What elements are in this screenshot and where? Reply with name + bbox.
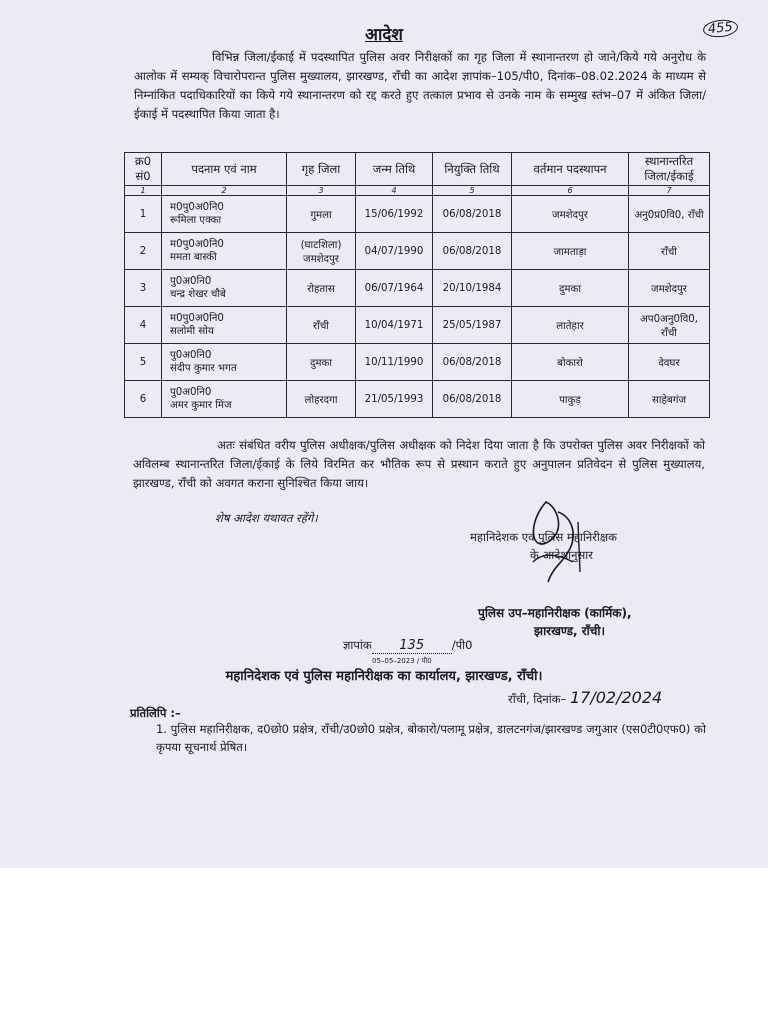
cell-appointment-date: 06/08/2018 bbox=[433, 233, 512, 270]
header-transferred-to: स्थानान्तरित जिला/ईकाई bbox=[629, 153, 710, 186]
officer-rank: म0पु0अ0नि0 bbox=[170, 313, 224, 324]
handwritten-reference-number: 455 bbox=[702, 18, 738, 39]
officer-name: चन्द्र शेखर चौबे bbox=[170, 289, 226, 300]
memo-number-line bbox=[343, 638, 472, 654]
cell-dob: 21/05/1993 bbox=[356, 381, 433, 418]
memo-label: ज्ञापांक bbox=[343, 638, 372, 652]
column-number: 1 bbox=[125, 186, 162, 196]
copy-to-label: प्रतिलिपि :– bbox=[130, 706, 181, 720]
cell-serial: 6 bbox=[125, 381, 162, 418]
table-header-row bbox=[125, 153, 710, 186]
cell-transferred-to: जमशेदपुर bbox=[629, 270, 710, 307]
column-number: 2 bbox=[162, 186, 287, 196]
cell-transferred-to: देवघर bbox=[629, 344, 710, 381]
cell-current-posting: जमशेदपुर bbox=[512, 196, 629, 233]
signature-designation: महानिदेशक एवं पुलिस महानिरीक्षक bbox=[470, 530, 617, 544]
officer-rank: म0पु0अ0नि0 bbox=[170, 239, 224, 250]
signature-authority: के आदेशानुसार bbox=[530, 548, 593, 562]
header-dob: जन्म तिथि bbox=[356, 153, 433, 186]
column-number: 6 bbox=[512, 186, 629, 196]
cell-rank-name bbox=[162, 381, 287, 418]
memo-suffix: /पी0 bbox=[451, 638, 473, 652]
office-heading: महानिदेशक एवं पुलिस महानिरीक्षक का कार्यालय, झारखण्ड, राँची। bbox=[225, 669, 543, 684]
cell-rank-name bbox=[162, 270, 287, 307]
header-current-posting: वर्तमान पदस्थापन bbox=[512, 153, 629, 186]
column-number: 5 bbox=[433, 186, 512, 196]
cell-serial: 2 bbox=[125, 233, 162, 270]
cell-serial: 3 bbox=[125, 270, 162, 307]
table-row bbox=[125, 233, 710, 270]
memo-stamp: 05–05–2023 / पी0 bbox=[372, 657, 432, 665]
cell-appointment-date: 25/05/1987 bbox=[433, 307, 512, 344]
cell-current-posting: लातेहार bbox=[512, 307, 629, 344]
officer-rank: पु0अ0नि0 bbox=[170, 276, 212, 287]
cell-serial: 4 bbox=[125, 307, 162, 344]
officer-rank: म0पु0अ0नि0 bbox=[170, 202, 224, 213]
cell-dob: 10/04/1971 bbox=[356, 307, 433, 344]
order-paragraph-1: विभिन्न जिला/ईकाई में पदस्थापित पुलिस अवर निरीक्षकों का गृह जिला में स्थानान्तरण हो जाने/किये गये अनुरोध के आलोक में सम्यक् विचारोपरान्त पुलिस मुख्यालय, झारखण्ड, राँची का आदेश ज्ञापांक–105/पी0, दिनांक–08.02.2024 के माध्यम से निम्नांकित पदाधिकारियों का किये गये स्थानान्तरण को रद्द करते हुए तत्काल प्रभाव से उनके नाम के सम्मुख स्तंभ–07 में अंकित जिला/ईकाई में पदस्थापित किया जाता है। bbox=[134, 50, 706, 121]
place-date-line bbox=[508, 688, 662, 707]
cell-home-district: गुमला bbox=[287, 196, 356, 233]
cell-home-district: राँची bbox=[287, 307, 356, 344]
table-row bbox=[125, 307, 710, 344]
officer-name: सलोमी सोय bbox=[170, 326, 214, 337]
cell-dob: 04/07/1990 bbox=[356, 233, 433, 270]
cell-appointment-date: 06/08/2018 bbox=[433, 344, 512, 381]
header-home-district: गृह जिला bbox=[287, 153, 356, 186]
cell-dob: 06/07/1964 bbox=[356, 270, 433, 307]
cell-rank-name bbox=[162, 307, 287, 344]
place-date-label: राँची, दिनांक– bbox=[508, 692, 567, 706]
officer-name: संदीप कुमार भगत bbox=[170, 363, 237, 374]
cell-home-district: लोहरदगा bbox=[287, 381, 356, 418]
table-row bbox=[125, 196, 710, 233]
officer-name: रूमिला एक्का bbox=[170, 215, 222, 226]
handwritten-date: 17/02/2024 bbox=[569, 688, 663, 707]
memo-number-handwritten: 135 bbox=[372, 638, 452, 654]
cell-serial: 1 bbox=[125, 196, 162, 233]
cell-appointment-date: 06/08/2018 bbox=[433, 196, 512, 233]
cell-home-district: (घाटशिला) जमशेदपुर bbox=[287, 233, 356, 270]
table-row bbox=[125, 381, 710, 418]
officer-title: पुलिस उप–महानिरीक्षक (कार्मिक), bbox=[478, 606, 632, 620]
document-title: आदेश bbox=[365, 25, 403, 45]
table-row bbox=[125, 270, 710, 307]
cell-appointment-date: 06/08/2018 bbox=[433, 381, 512, 418]
order-paragraph-2: अतः संबंधित वरीय पुलिस अधीक्षक/पुलिस अधीक्षक को निदेश दिया जाता है कि उपरोक्त पुलिस अवर निरीक्षकों को अविलम्ब स्थानान्तरित जिला/ईकाई के लिये विरमित कर भौतिक रूप से प्रस्थान कराते हुए अनुपालन प्रतिवेदन से पुलिस मुख्यालय, झारखण्ड, राँची को अवगत कराना सुनिश्चित किया जाय। bbox=[133, 438, 705, 490]
cell-current-posting: पाकुड़ bbox=[512, 381, 629, 418]
officer-rank: पु0अ0नि0 bbox=[170, 387, 212, 398]
cell-rank-name bbox=[162, 233, 287, 270]
cell-transferred-to: साहेबगंज bbox=[629, 381, 710, 418]
cell-transferred-to: अप0अनु0वि0, राँची bbox=[629, 307, 710, 344]
remaining-order-note: शेष आदेश यथावत रहेंगे। bbox=[215, 511, 318, 525]
officer-name: अमर कुमार मिंज bbox=[170, 400, 232, 411]
cell-current-posting: बोकारो bbox=[512, 344, 629, 381]
column-number: 7 bbox=[629, 186, 710, 196]
column-number: 4 bbox=[356, 186, 433, 196]
cell-home-district: रोहतास bbox=[287, 270, 356, 307]
header-serial: क्र0 सं0 bbox=[125, 153, 162, 186]
column-number: 3 bbox=[287, 186, 356, 196]
cell-appointment-date: 20/10/1984 bbox=[433, 270, 512, 307]
officer-location: झारखण्ड, राँची। bbox=[534, 624, 606, 638]
copy-to-item-1: 1. पुलिस महानिरीक्षक, द0छो0 प्रक्षेत्र, राँची/उ0छो0 प्रक्षेत्र, बोकारो/पलामू प्रक्षेत्र, डालटनगंज/झारखण्ड जगुआर (एस0टी0एफ0) को कृपया सूचनार्थ प्रेषित। bbox=[156, 722, 706, 754]
cell-home-district: दुमका bbox=[287, 344, 356, 381]
officer-name: ममता बास्की bbox=[170, 252, 217, 263]
cell-transferred-to: राँची bbox=[629, 233, 710, 270]
transfer-table bbox=[124, 152, 710, 418]
officer-rank: पु0अ0नि0 bbox=[170, 350, 212, 361]
cell-rank-name bbox=[162, 196, 287, 233]
cell-current-posting: जामताड़ा bbox=[512, 233, 629, 270]
table-row bbox=[125, 344, 710, 381]
header-appointment-date: नियुक्ति तिथि bbox=[433, 153, 512, 186]
cell-dob: 10/11/1990 bbox=[356, 344, 433, 381]
cell-current-posting: दुमका bbox=[512, 270, 629, 307]
cell-serial: 5 bbox=[125, 344, 162, 381]
cell-dob: 15/06/1992 bbox=[356, 196, 433, 233]
cell-rank-name bbox=[162, 344, 287, 381]
column-number-row bbox=[125, 186, 710, 196]
cell-transferred-to: अनु0प्र0वि0, राँची bbox=[629, 196, 710, 233]
header-rank-name: पदनाम एवं नाम bbox=[162, 153, 287, 186]
